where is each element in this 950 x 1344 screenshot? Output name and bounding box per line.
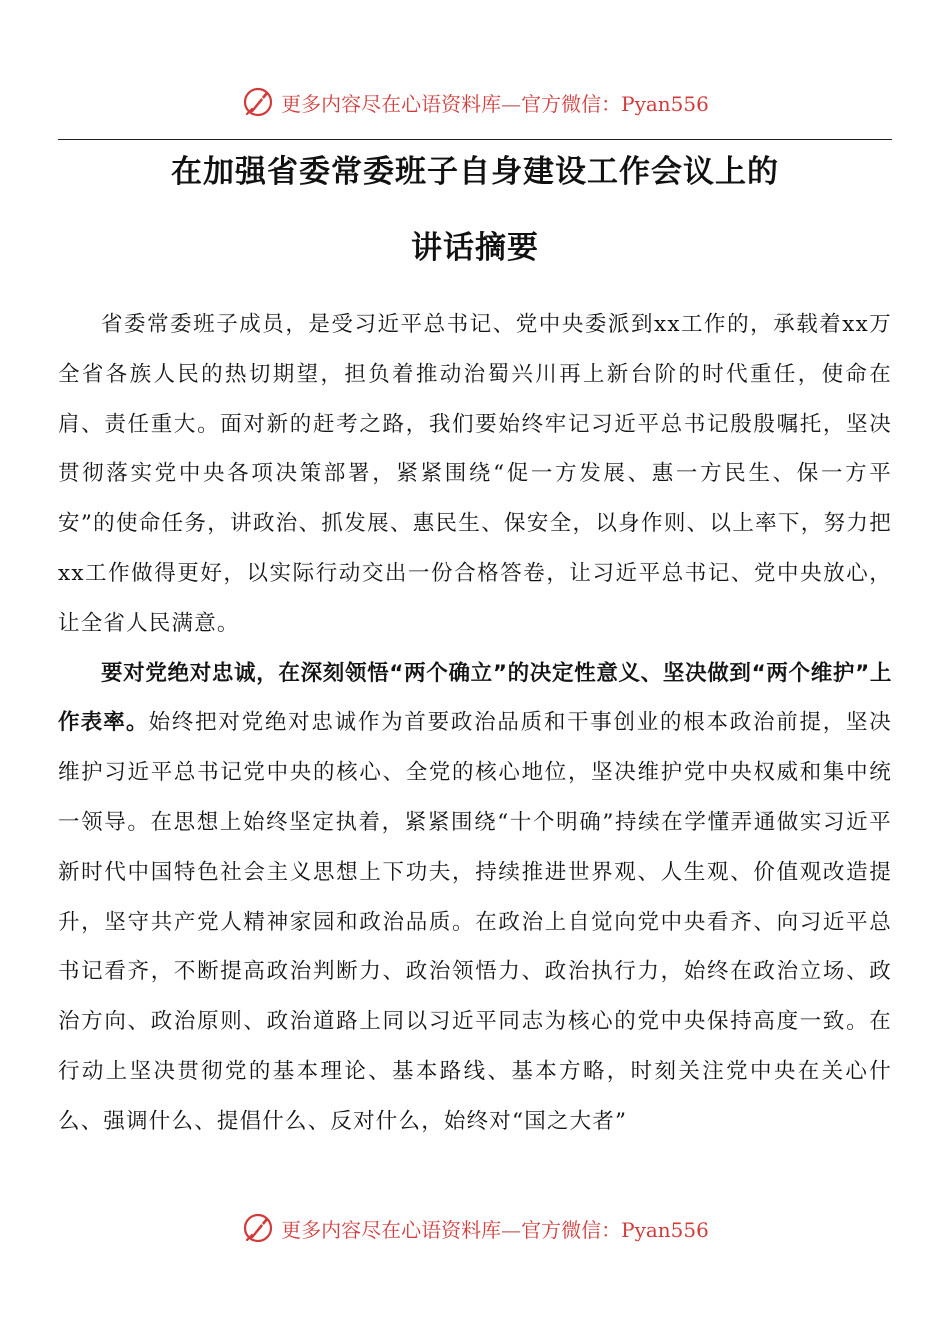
paragraph-2-lead: 要对党绝对忠诚，在深刻领悟“两个确立”的决定性意义、坚决做到“两个维护”上作表率。 [58,660,892,736]
footer-banner-text [281,1214,709,1243]
header-contact-text: 官方微信：Pyan556 [521,91,709,116]
paragraph-2-body: 始终把对党绝对忠诚作为首要政治品质和干事创业的根本政治前提，坚决维护习近平总书记党中央的核心、全党的核心地位，坚决维护党中央权威和集中统一领导。在思想上始终坚定执着，紧紧围绕“十个明确”持续在学懂弄通做实习近平新时代中国特色社会主义思想上下功夫，持续推进世界观、人生观、价值观改造提升，坚守共产党人精神家园和政治品质。在政治上自觉向党中央看齐、向习近平总书记看齐，不断提高政治判断力、政治领悟力、政治执行力，始终在政治立场、政治方向、政治原则、政治道路上同以习近平同志为核心的党中央保持高度一致。在行动上坚决贯彻党的基本理论、基本路线、基本方略，时刻关注党中央在关心什么、强调什么、提倡什么、反对什么，始终对“国之大者” [58,710,892,1134]
header-dash: — [501,91,522,116]
header-banner [0,82,950,122]
quill-pen-logo-icon [241,85,275,119]
footer-banner [0,1208,950,1248]
document-title-line-1: 在加强省委常委班子自身建设工作会议上的 [171,154,779,190]
paragraph-1: 省委常委班子成员，是受习近平总书记、党中央委派到xx工作的，承载着xx万全省各族人民的热切期望，担负着推动治蜀兴川再上新台阶的时代重任，使命在肩、责任重大。面对新的赶考之路，我们要始终牢记习近平总书记殷殷嘱托，坚决贯彻落实党中央各项决策部署，紧紧围绕“促一方发展、惠一方民生、保一方平安”的使命任务，讲政治、抓发展、惠民生、保安全，以身作则、以上率下，努力把xx工作做得更好，以实际行动交出一份合格答卷，让习近平总书记、党中央放心，让全省人民满意。 [58,312,892,636]
header-banner-text [281,88,709,117]
header-brand-text: 更多内容尽在心语资料库 [281,91,502,116]
document-title-line-2: 讲话摘要 [411,230,539,266]
header-divider [58,139,892,140]
paragraph-2 [58,649,892,1147]
quill-pen-logo-icon [241,1211,275,1245]
footer-contact-text: 官方微信：Pyan556 [521,1217,709,1242]
footer-dash: — [501,1217,522,1242]
footer-brand-text: 更多内容尽在心语资料库 [281,1217,502,1242]
document-body [58,300,892,1147]
